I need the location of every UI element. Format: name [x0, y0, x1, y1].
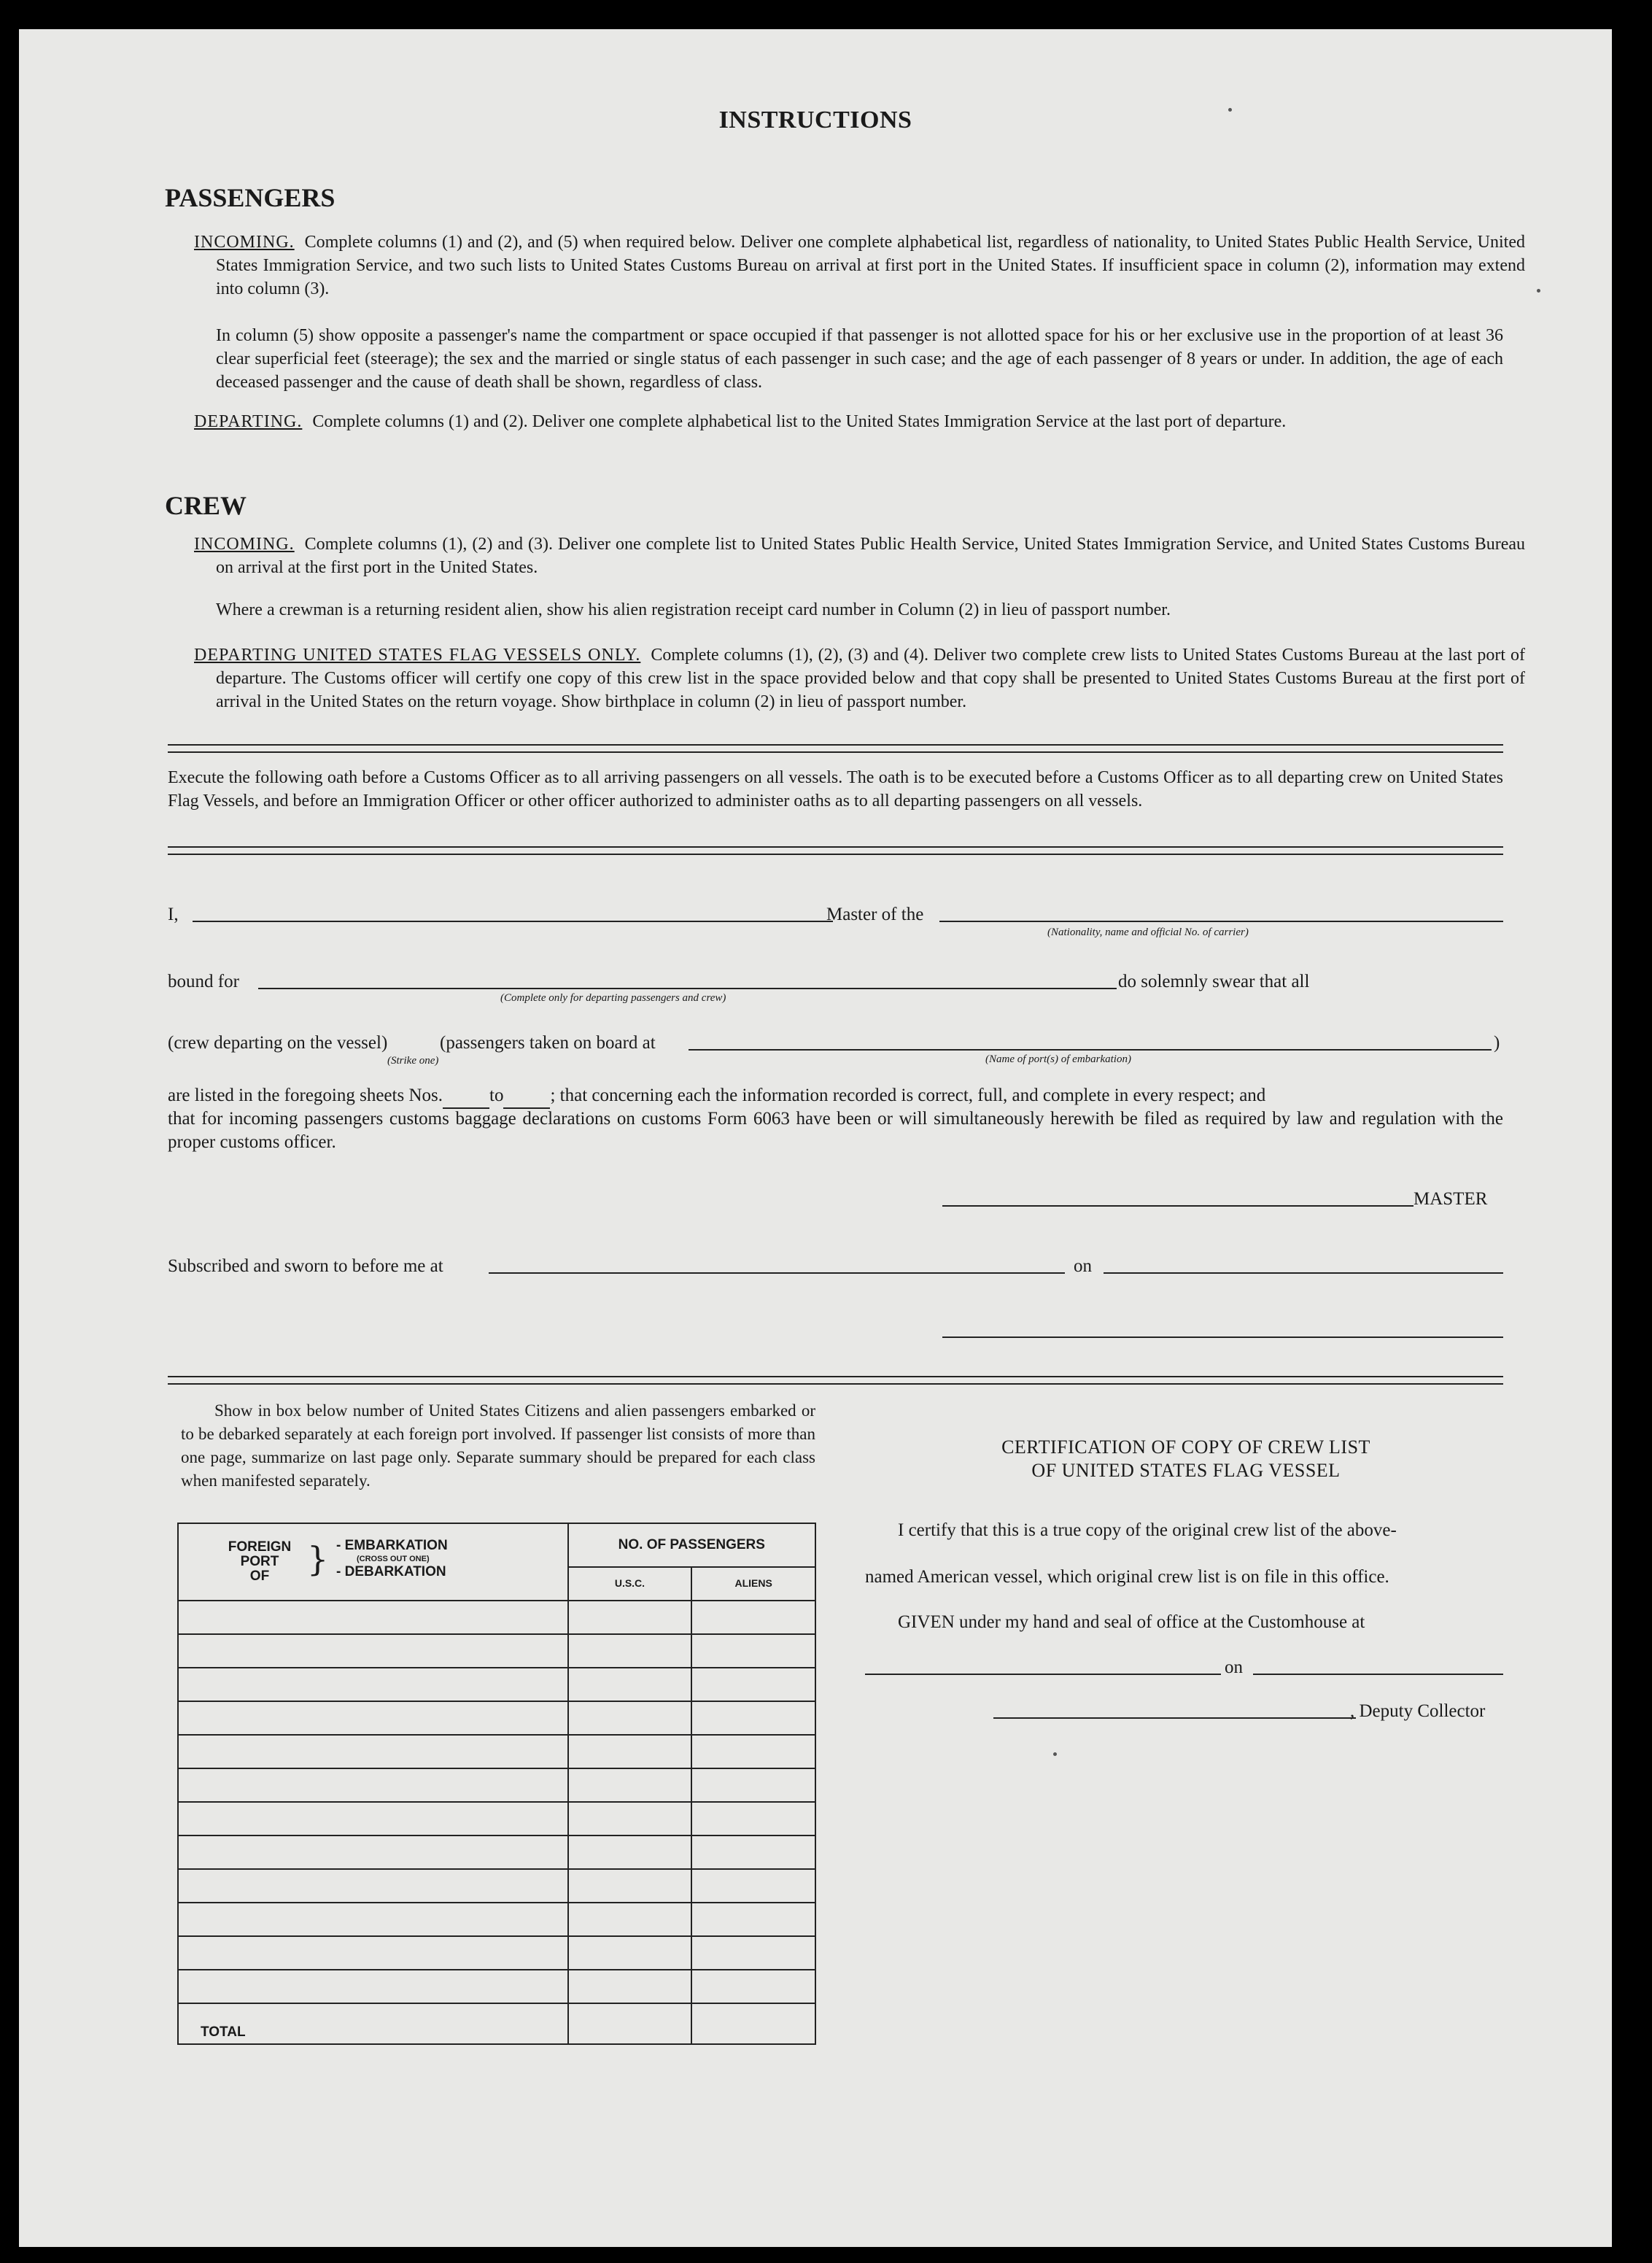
aliens-cell[interactable]	[691, 1835, 815, 1869]
aliens-cell[interactable]	[691, 1936, 815, 1970]
table-row	[178, 1869, 815, 1903]
listed-text-b: ; that concerning each the information recorded is correct, full, and complete in every respect; and	[550, 1086, 1266, 1105]
crew-departing-label: DEPARTING UNITED STATES FLAG VESSELS ONLY.	[194, 646, 641, 665]
port-note: (Name of port(s) of embarkation)	[985, 1053, 1131, 1065]
nationality-note: (Nationality, name and official No. of carrier)	[1047, 927, 1249, 938]
certification-date-field[interactable]	[1253, 1674, 1503, 1675]
aliens-header: ALIENS	[691, 1567, 815, 1601]
master-name-field[interactable]	[193, 921, 833, 922]
port-cell[interactable]	[178, 1970, 568, 2003]
crew-incoming-text: Complete columns (1), (2) and (3). Deliver one complete list to United States Public Health Service, United States Immigration Service, and United States Customs Bureau on arrival at the first port in the United States.	[216, 535, 1525, 577]
speck	[1053, 1752, 1057, 1756]
port-cell[interactable]	[178, 1936, 568, 1970]
table-row	[178, 1768, 815, 1802]
crew-alien-paragraph: Where a crewman is a returning resident alien, show his alien registration receipt card number in Column (2) in lieu of passport number.	[216, 600, 1171, 619]
crew-departing-option[interactable]: (crew departing on the vessel)	[168, 1033, 388, 1053]
no-of-passengers-header: NO. OF PASSENGERS	[568, 1523, 815, 1567]
aliens-cell[interactable]	[691, 1668, 815, 1701]
aliens-cell[interactable]	[691, 1735, 815, 1768]
debarkation-label[interactable]: - DEBARKATION	[336, 1564, 446, 1579]
certification-title-line1: CERTIFICATION OF COPY OF CREW LIST	[1001, 1436, 1370, 1458]
passengers-heading: PASSENGERS	[165, 183, 336, 212]
certify-line2: named American vessel, which original crew list is on file in this office.	[865, 1567, 1389, 1587]
listed-text-a: are listed in the foregoing sheets Nos.	[168, 1086, 443, 1105]
cross-out-note: (CROSS OUT ONE)	[357, 1555, 430, 1563]
certify-line1: I certify that this is a true copy of the original crew list of the above-	[898, 1520, 1397, 1540]
port-cell[interactable]	[178, 1668, 568, 1701]
port-cell[interactable]	[178, 1802, 568, 1835]
usc-header: U.S.C.	[568, 1567, 692, 1601]
close-paren: )	[1494, 1033, 1500, 1053]
certification-title-line2: OF UNITED STATES FLAG VESSEL	[1031, 1460, 1341, 1481]
table-row	[178, 1701, 815, 1735]
port-header-cell	[178, 1523, 568, 1601]
passenger-summary-table	[177, 1523, 816, 2045]
deputy-signature-field[interactable]	[993, 1717, 1356, 1719]
double-rule	[168, 1376, 1503, 1385]
usc-cell[interactable]	[568, 1701, 692, 1735]
total-label: TOTAL	[201, 2024, 246, 2040]
oath-instructions: Execute the following oath before a Customs Officer as to all arriving passengers on all vessels. The oath is to be executed before a Customs Officer as to all departing crew on United States Flag Vessels, and before an Immigration Officer or other officer authorized to administer oaths as to all departing passengers on all vessels.	[168, 768, 1503, 811]
sheet-to-field[interactable]	[503, 1084, 550, 1109]
usc-cell[interactable]	[568, 1735, 692, 1768]
port-cell[interactable]	[178, 1903, 568, 1936]
usc-cell[interactable]	[568, 1634, 692, 1668]
sworn-date-field[interactable]	[1104, 1272, 1503, 1274]
double-rule	[168, 744, 1503, 753]
passengers-departing-text: Complete columns (1) and (2). Deliver one complete alphabetical list to the United States Immigration Service at the last port of departure.	[312, 412, 1287, 431]
master-signature-field[interactable]	[942, 1205, 1413, 1207]
usc-cell[interactable]	[568, 1835, 692, 1869]
crew-departing-text: Complete columns (1), (2), (3) and (4). Deliver two complete crew lists to United States Customs Bureau at the last port of departure. The Customs officer will certify one copy of this crew list in the space provided below and that copy shall be presented to United States Customs Bureau at the first port of arrival in the United States on the return voyage. Show birthplace in column (2) in lieu of passport number.	[216, 646, 1525, 711]
table-row	[178, 1634, 815, 1668]
subscribed-label: Subscribed and sworn to before me at	[168, 1256, 443, 1276]
officer-signature-field[interactable]	[942, 1336, 1503, 1338]
usc-cell[interactable]	[568, 1869, 692, 1903]
passengers-departing-label: DEPARTING.	[194, 412, 303, 431]
carrier-field[interactable]	[939, 921, 1503, 922]
table-row	[178, 1835, 815, 1869]
table-row	[178, 1802, 815, 1835]
document-page	[19, 29, 1612, 2247]
bound-for-note: (Complete only for departing passengers and crew)	[500, 992, 726, 1004]
sworn-place-field[interactable]	[489, 1272, 1065, 1274]
master-label: MASTER	[1413, 1189, 1488, 1209]
page-title: INSTRUCTIONS	[718, 107, 912, 134]
aliens-cell[interactable]	[691, 1970, 815, 2003]
port-cell[interactable]	[178, 1634, 568, 1668]
crew-incoming-label: INCOMING.	[194, 535, 295, 554]
master-of-the-label: Master of the	[826, 905, 924, 924]
usc-cell[interactable]	[568, 1802, 692, 1835]
port-cell[interactable]	[178, 1869, 568, 1903]
certification-on-label: on	[1225, 1657, 1243, 1677]
embarkation-port-field[interactable]	[689, 1049, 1492, 1051]
table-row	[178, 1735, 815, 1768]
crew-heading: CREW	[165, 491, 247, 520]
listed-to: to	[489, 1086, 504, 1105]
speck	[1537, 289, 1540, 293]
usc-cell[interactable]	[568, 1903, 692, 1936]
strike-one-note: (Strike one)	[387, 1055, 439, 1067]
oath-i: I,	[168, 905, 179, 924]
aliens-cell[interactable]	[691, 1768, 815, 1802]
port-cell[interactable]	[178, 1701, 568, 1735]
usc-cell[interactable]	[568, 1936, 692, 1970]
crew-departing-paragraph	[194, 643, 1525, 713]
aliens-cell[interactable]	[691, 1869, 815, 1903]
table-row	[178, 1903, 815, 1936]
aliens-cell[interactable]	[691, 1601, 815, 1634]
certification-title	[865, 1436, 1507, 1482]
swear-label: do solemnly swear that all	[1118, 972, 1310, 991]
double-rule	[168, 846, 1503, 855]
usc-cell[interactable]	[568, 1970, 692, 2003]
bound-for-label: bound for	[168, 972, 239, 991]
passengers-departing-paragraph	[194, 410, 1525, 433]
table-row	[178, 1936, 815, 1970]
summary-instructions: Show in box below number of United States Citizens and alien passengers embarked or to be debarked separately at each foreign port involved. If passenger list consists of more than one page, summarize on last page only. Separate summary should be prepared for each class when manifested separately.	[181, 1401, 815, 1490]
passengers-incoming-label: INCOMING.	[194, 233, 295, 252]
listed-line	[168, 1084, 1503, 1109]
total-usc-cell[interactable]	[568, 2003, 692, 2044]
given-line: GIVEN under my hand and seal of office at the Customhouse at	[898, 1612, 1365, 1632]
embarkation-label[interactable]: - EMBARKATION	[336, 1538, 448, 1553]
table-row	[178, 1601, 815, 1634]
crew-incoming-paragraph	[194, 533, 1525, 579]
customhouse-field[interactable]	[865, 1674, 1221, 1675]
total-row	[178, 2003, 815, 2044]
total-aliens-cell[interactable]	[691, 2003, 815, 2044]
total-label-cell	[178, 2003, 568, 2044]
aliens-cell[interactable]	[691, 1634, 815, 1668]
sworn-on-label: on	[1074, 1256, 1092, 1276]
usc-cell[interactable]	[568, 1668, 692, 1701]
deputy-collector-label: , Deputy Collector	[1350, 1701, 1486, 1721]
port-cell[interactable]	[178, 1601, 568, 1634]
listed-rest: that for incoming passengers customs baggage declarations on customs Form 6063 have been or will simultaneously herewith be filed as required by law and regulation with the proper customs officer.	[168, 1109, 1503, 1152]
aliens-cell[interactable]	[691, 1802, 815, 1835]
usc-cell[interactable]	[568, 1768, 692, 1802]
aliens-cell[interactable]	[691, 1701, 815, 1735]
bound-for-field[interactable]	[258, 988, 1117, 989]
passengers-column5-paragraph: In column (5) show opposite a passenger's name the compartment or space occupied if that passenger is not allotted space for his or her exclusive use in the proportion of at least 36 clear superficial feet (steerage); the sex and the married or single status of each passenger in such case; and the age of each passenger of 8 years or under. In addition, the age of each deceased passenger and the cause of death shall be shown, regardless of class.	[216, 326, 1503, 392]
passengers-incoming-text: Complete columns (1) and (2), and (5) when required below. Deliver one complete alphabetical list, regardless of nationality, to United States Public Health Service, United States Immigration Service, and two such lists to United States Customs Bureau on arrival at first port in the United States. If insufficient space in column (2), information may extend into column (3).	[216, 233, 1525, 298]
port-cell[interactable]	[178, 1768, 568, 1802]
port-cell[interactable]	[178, 1835, 568, 1869]
brace: }	[307, 1539, 329, 1579]
passengers-taken-option[interactable]: (passengers taken on board at	[440, 1033, 656, 1053]
port-cell[interactable]	[178, 1735, 568, 1768]
usc-cell[interactable]	[568, 1601, 692, 1634]
passengers-incoming-paragraph	[194, 231, 1525, 301]
aliens-cell[interactable]	[691, 1903, 815, 1936]
sheet-from-field[interactable]	[443, 1084, 489, 1109]
foreign-port-of-label: FOREIGN PORT OF	[228, 1539, 292, 1584]
table-row	[178, 1668, 815, 1701]
table-row	[178, 1970, 815, 2003]
